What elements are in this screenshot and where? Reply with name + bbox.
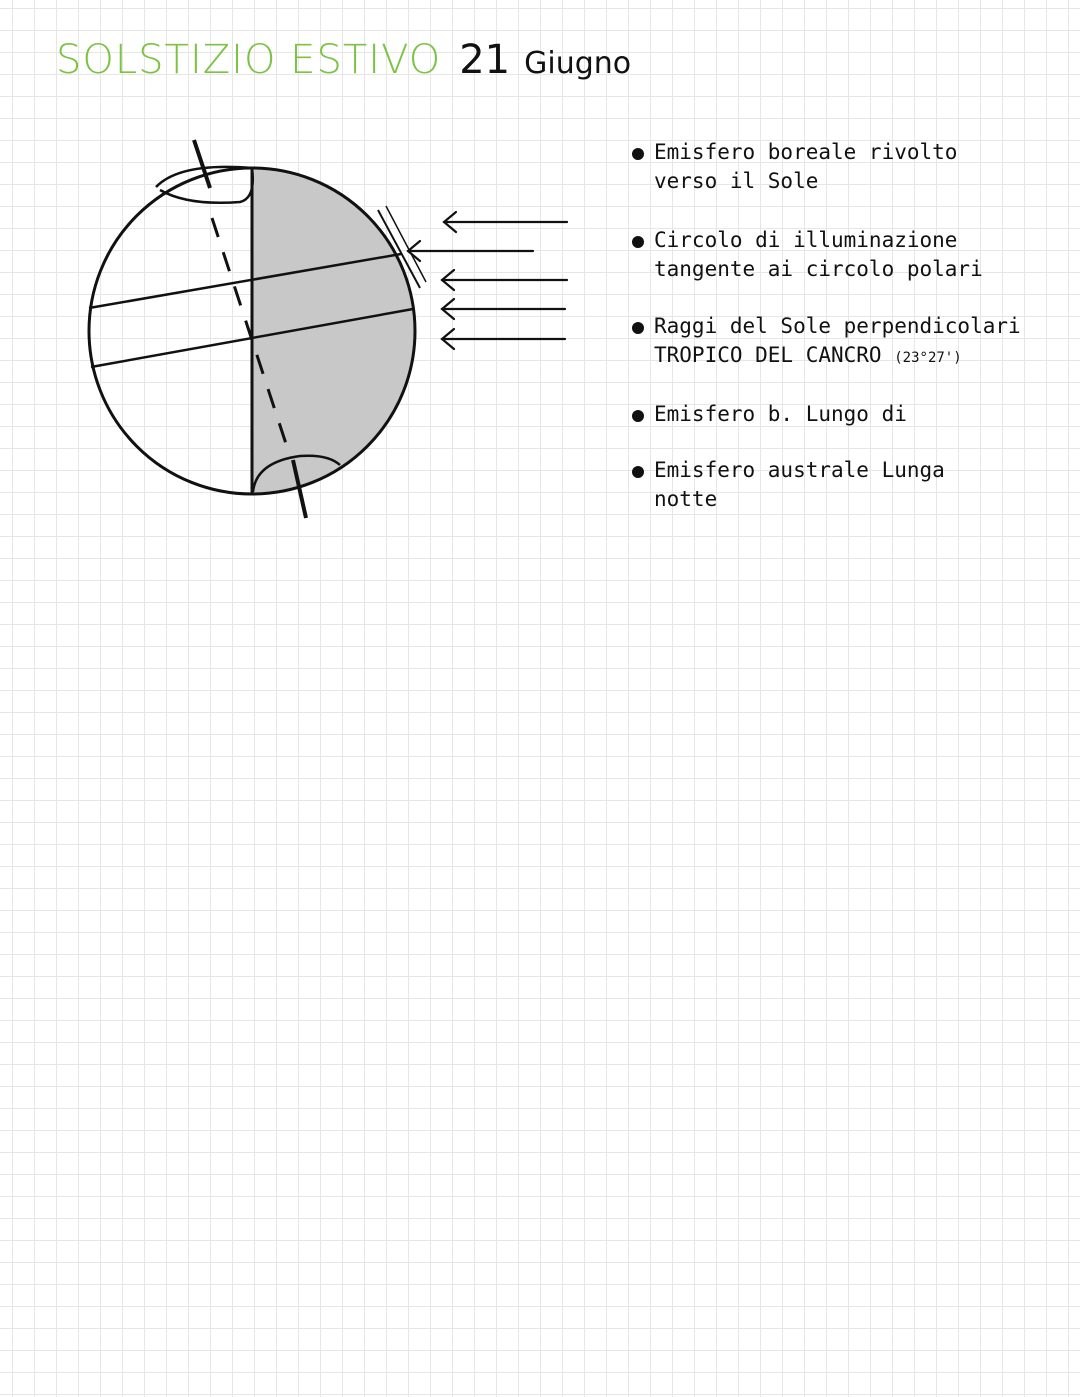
page-title (56, 37, 632, 83)
note-line: tangente ai circolo polari (654, 257, 983, 281)
degrees-label: (23°27') (894, 350, 962, 366)
axis-top (194, 140, 210, 188)
bullet-icon (632, 466, 644, 478)
list-item (632, 400, 907, 429)
list-item (632, 312, 1021, 373)
sun-rays-arrows-icon (408, 212, 567, 349)
note-line: notte (654, 487, 718, 511)
title-text: SOLSTIZIO ESTIVO (56, 37, 442, 83)
note-line: Emisfero b. Lungo di (654, 402, 907, 426)
note-line: verso il Sole (654, 169, 819, 193)
list-item (632, 226, 983, 284)
bullet-icon (632, 322, 644, 334)
solstice-diagram (60, 120, 580, 530)
note-line: Raggi del Sole perpendicolari (654, 314, 1021, 338)
note-line: Circolo di illuminazione (654, 228, 958, 252)
title-day: 21 (459, 37, 511, 83)
bullet-icon (632, 148, 644, 160)
title-month: Giugno (524, 46, 632, 81)
note-line: Emisfero boreale rivolto (654, 140, 958, 164)
lit-hemisphere (252, 160, 452, 520)
list-item (632, 138, 957, 196)
list-item (632, 456, 945, 514)
note-line: Emisfero australe Lunga (654, 458, 945, 482)
note-line-with-degrees (654, 341, 1021, 373)
bullet-icon (632, 236, 644, 248)
bullet-icon (632, 410, 644, 422)
note-text: TROPICO DEL CANCRO (654, 343, 882, 367)
